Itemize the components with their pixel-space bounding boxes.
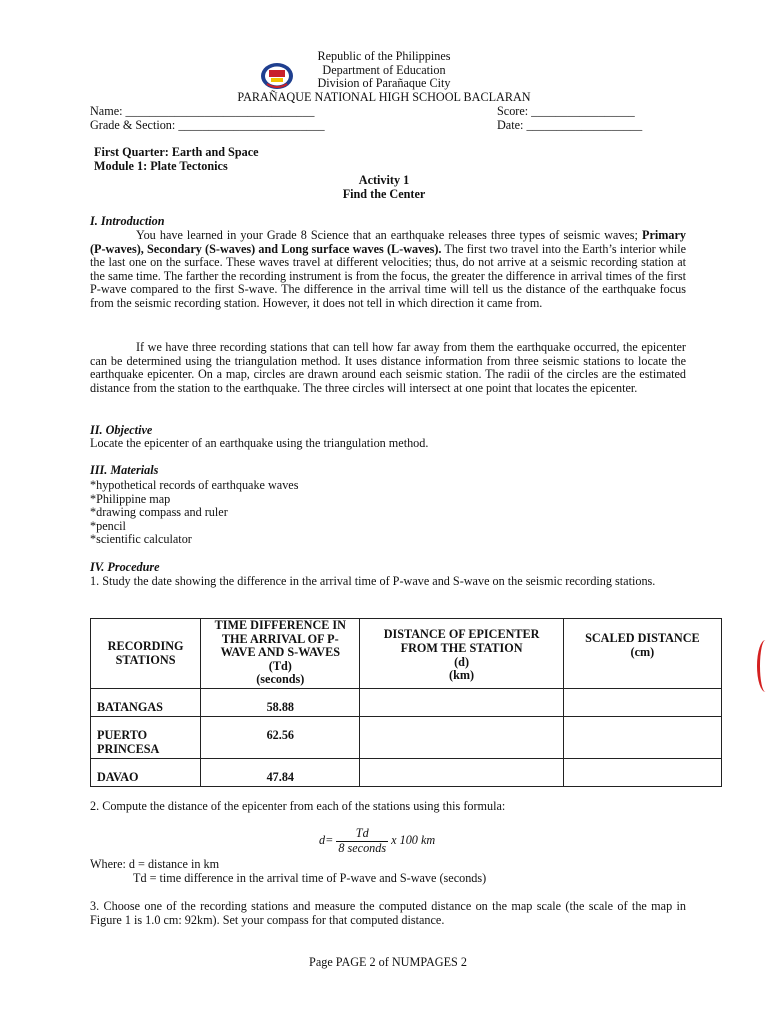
material-item: *scientific calculator — [90, 532, 192, 547]
header-deped: Department of Education — [322, 62, 446, 77]
module-title: Module 1: Plate Tectonics — [94, 159, 228, 173]
intro-p1-bold: Primary (P-waves), Secondary (S-waves) and Long surface waves (L-waves). — [90, 228, 687, 256]
intro-paragraph-1 — [90, 229, 686, 311]
header-school: PARAÑAQUE NATIONAL HIGH SCHOOL BACLARAN — [237, 89, 531, 104]
objective-text: Locate the epicenter of an earthquake using the triangulation method. — [90, 436, 429, 450]
procedure-step-3: 3. Choose one of the recording stations and measure the computed distance on the map scale (the scale of the map in Figure 1 is 1.0 cm: 92km). Set your compass for that computed distance. — [90, 899, 686, 927]
table-header-row — [91, 619, 722, 689]
formula-fraction — [336, 827, 388, 855]
intro-p1-start: You have learned in your Grade 8 Science that an earthquake releases three types of seismic waves; — [136, 228, 638, 242]
intro-heading: I. Introduction — [90, 214, 165, 228]
date-field[interactable]: Date: ___________________ — [497, 118, 643, 132]
distance-cell[interactable] — [360, 717, 563, 759]
activity-title: Find the Center — [342, 187, 426, 201]
score-field[interactable]: Score: _________________ — [497, 104, 635, 118]
procedure-step-2: 2. Compute the distance of the epicenter from each of the stations using this formula: — [90, 799, 506, 813]
td-cell: 58.88 — [201, 689, 360, 717]
intro-paragraph-2 — [90, 341, 686, 395]
name-field[interactable]: Name: _______________________________ — [90, 104, 315, 118]
formula-lhs: d= — [319, 832, 334, 847]
table-row — [91, 689, 722, 717]
header-time-difference: TIME DIFFERENCE IN THE ARRIVAL OF P- WAVE AND S-WAVES (Td) (seconds) — [201, 619, 360, 689]
material-item: *Philippine map — [90, 491, 171, 506]
activity-number: Activity 1 — [358, 173, 410, 187]
intro-p1-rest: The first two travel into the Earth’s interior while the last one on the surface. These waves travel at different velocities; thus, do not arrive at a seismic recording station at the same time. The farther the recording instrument is from the focus, the greater the difference in arrival times of the first P-wave compared to the first S-wave. The difference in the arrival time will tell us the distance of the earthquake focus from the seismic recording station. However, it does not tell in which direction it came from. — [90, 241, 687, 310]
scaled-distance-cell[interactable] — [563, 759, 721, 787]
page-footer: Page PAGE 2 of NUMPAGES 2 — [309, 955, 467, 969]
scaled-distance-cell[interactable] — [563, 689, 721, 717]
material-item: *pencil — [90, 518, 126, 533]
seismic-data-table — [90, 618, 722, 787]
grade-section-field[interactable]: Grade & Section: ________________________ — [90, 118, 325, 132]
material-item: *drawing compass and ruler — [90, 505, 228, 520]
where-time-difference: Td = time difference in the arrival time of P-wave and S-wave (seconds) — [133, 871, 487, 885]
formula-denominator: 8 seconds — [338, 840, 387, 855]
station-cell: BATANGAS — [91, 689, 201, 717]
where-distance: Where: d = distance in km — [90, 857, 220, 871]
materials-heading: III. Materials — [90, 463, 159, 477]
red-edge-mark — [757, 640, 768, 692]
intro-p2-text: If we have three recording stations that can tell how far away from them the earthquake occurred, the epicenter can be determined using the triangulation method. It uses distance information from three seismic stations to locate the earthquake epicenter. On a map, circles are drawn around each seismic station. The radii of the circles are the estimated distance from the station to the earthquake. The three circles will intersect at one point that locates the epicenter. — [90, 340, 686, 395]
table-row — [91, 717, 722, 759]
header-distance-epicenter: DISTANCE OF EPICENTER FROM THE STATION (d) (km) — [360, 619, 563, 689]
formula-rhs: x 100 km — [391, 832, 436, 847]
quarter-title: First Quarter: Earth and Space — [94, 145, 259, 159]
distance-formula — [319, 827, 435, 855]
procedure-step-1: 1. Study the date showing the difference in the arrival time of P-wave and S-wave on the seismic recording stations. — [90, 574, 656, 588]
distance-cell[interactable] — [360, 759, 563, 787]
header-block — [0, 50, 768, 104]
header-recording-stations: RECORDING STATIONS — [91, 619, 201, 689]
materials-list — [90, 479, 298, 547]
td-cell: 47.84 — [201, 759, 360, 787]
header-division: Division of Parañaque City — [317, 76, 451, 91]
deped-seal-logo — [259, 61, 295, 91]
header-republic: Republic of the Philippines — [317, 49, 451, 63]
scaled-distance-cell[interactable] — [563, 717, 721, 759]
procedure-heading: IV. Procedure — [90, 560, 160, 574]
objective-heading: II. Objective — [90, 423, 153, 437]
station-cell: PUERTO PRINCESA — [91, 717, 201, 759]
station-cell: DAVAO — [91, 759, 201, 787]
formula-numerator: Td — [336, 827, 388, 842]
table-row — [91, 759, 722, 787]
td-cell: 62.56 — [201, 717, 360, 759]
material-item: *hypothetical records of earthquake waves — [90, 478, 299, 492]
distance-cell[interactable] — [360, 689, 563, 717]
header-scaled-distance: SCALED DISTANCE (cm) — [563, 619, 721, 689]
